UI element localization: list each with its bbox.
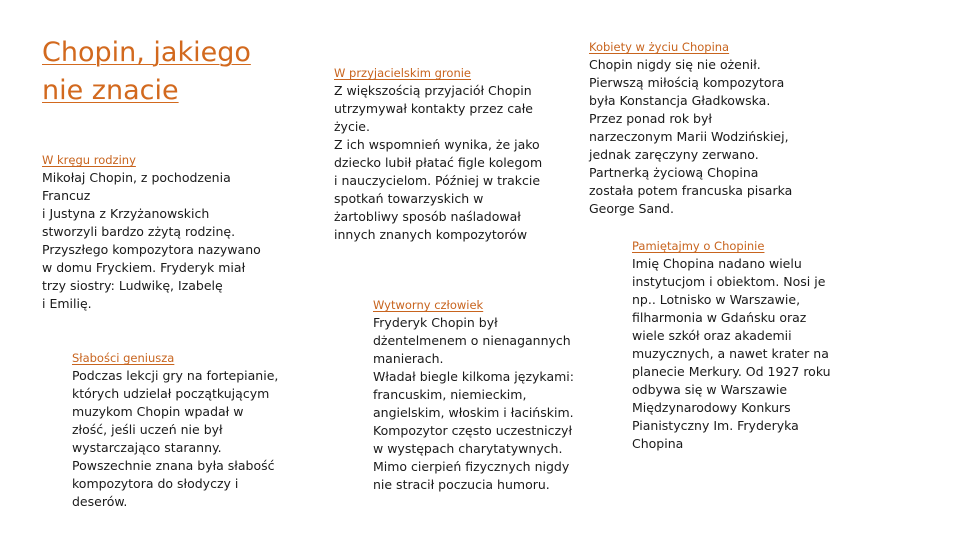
section-w-przyjacielskim-gronie — [334, 64, 554, 244]
section-text: Fryderyk Chopin był dżentelmenem o nienagannych manierach. Władał biegle kilkoma językami: francuskim, niemieckim, angielskim, włoskim i łacińskim. Kompozytor często uczestniczył w występach charytatywnych. Mimo cierpień fizycznych nigdy nie stracił poczucia humoru. — [373, 315, 574, 492]
section-text: Imię Chopina nadano wielu instytucjom i obiektom. Nosi je np.. Lotnisko w Warszawie, filharmonia w Gdańsku oraz wiele szkół oraz akademii muzycznych, a nawet krater na planecie Merkury. Od 1927 roku odbywa się w Warszawie Międzynarodowy Konkurs Pianistyczny Im. Fryderyka Chopina — [632, 256, 831, 451]
section-kobiety-w-zyciu-chopina — [589, 38, 809, 218]
section-heading: Pamiętajmy o Chopinie — [632, 239, 765, 253]
section-heading: W kręgu rodziny — [42, 153, 136, 167]
section-slabosci-geniusza — [72, 349, 282, 511]
section-wytworny-czlowiek — [373, 296, 583, 494]
section-heading: Kobiety w życiu Chopina — [589, 40, 730, 54]
section-w-kregu-rodziny — [42, 151, 282, 313]
section-text: Chopin nigdy się nie ożenił. Pierwszą miłością kompozytora była Konstancja Gładkowska. Przez ponad rok był narzeczonym Marii Wodzińskiej, jednak zaręczyny zerwano. Partnerką życiową Chopina została potem francuska pisarka George Sand. — [589, 57, 793, 216]
section-heading: W przyjacielskim gronie — [334, 66, 472, 80]
section-text: Podczas lekcji gry na fortepianie, których udzielał początkującym muzykom Chopin wpadał w złość, jeśli uczeń nie był wystarczająco staranny. Powszechnie znana była słabość kompozytora do słodyczy i deserów. — [72, 368, 279, 509]
page-title: Chopin, jakiego nie znacie — [42, 37, 251, 106]
section-heading: Słabości geniusza — [72, 351, 175, 365]
section-text: Mikołaj Chopin, z pochodzenia Francuz i Justyna z Krzyżanowskich stworzyli bardzo zżytą rodzinę. Przyszłego kompozytora nazywano w domu Fryckiem. Fryderyk miał trzy siostry: Ludwikę, Izabelę i Emilię. — [42, 170, 261, 311]
section-heading: Wytworny człowiek — [373, 298, 484, 312]
section-text: Z większością przyjaciół Chopin utrzymywał kontakty przez całe życie. Z ich wspomnień wynika, że jako dziecko lubił płatać figle kolegom i nauczycielom. Później w trakcie spotkań towarzyskich w żartobliwy sposób naśladował innych znanych kompozytorów — [334, 83, 543, 242]
section-pamietajmy-o-chopinie — [632, 237, 842, 453]
